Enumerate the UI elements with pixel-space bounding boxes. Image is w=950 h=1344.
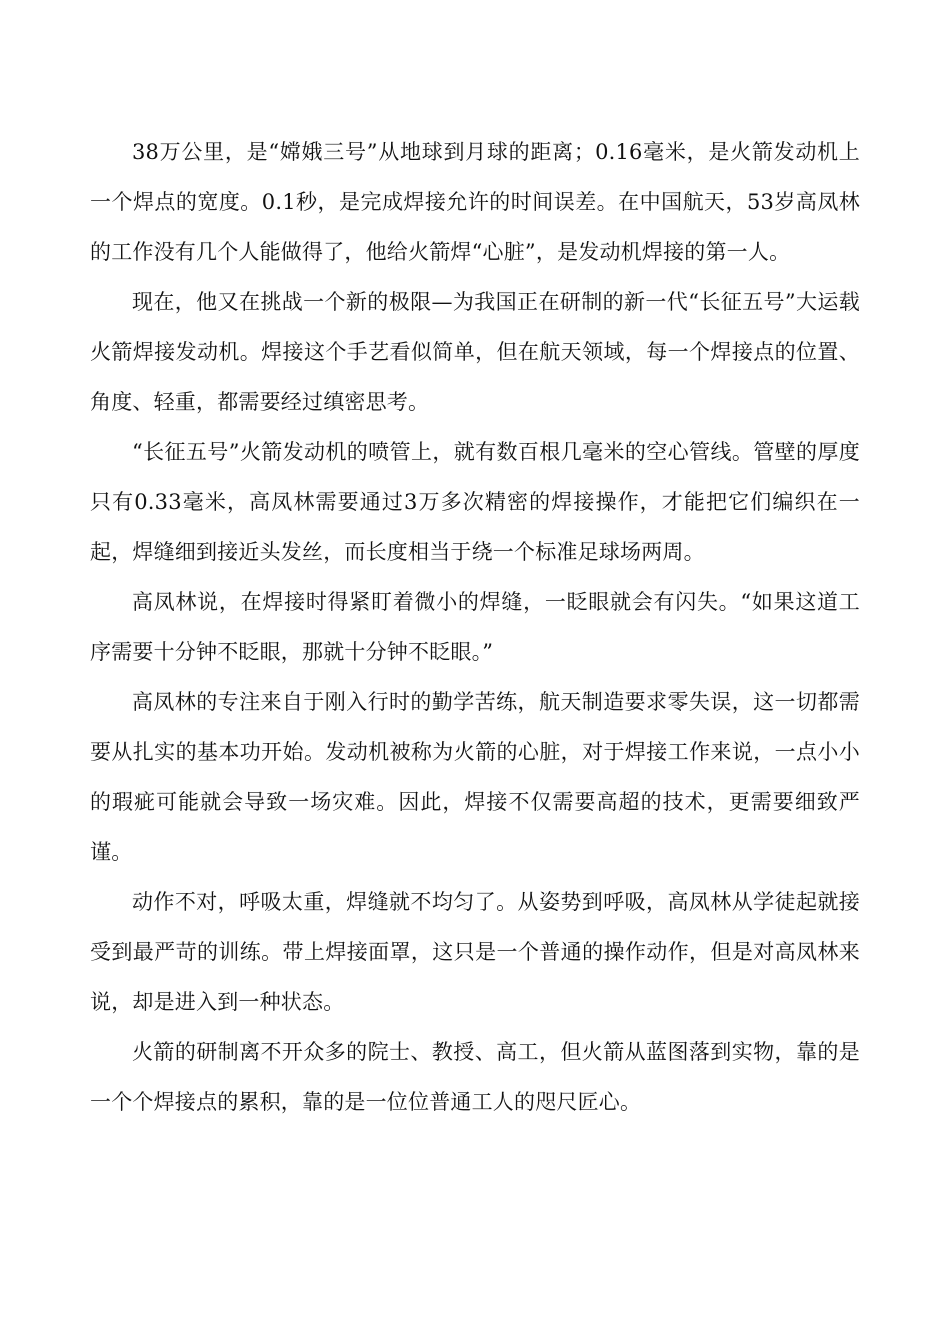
paragraph-5: 高凤林的专注来自于刚入行时的勤学苦练，航天制造要求零失误，这一切都需要从扎实的基本功开始。发动机被称为火箭的心脏，对于焊接工作来说，一点小小的瑕疵可能就会导致一场灾难。因此，焊接不仅需要高超的技术，更需要细致严谨。 <box>90 690 860 864</box>
paragraph-1: 38万公里，是“嫦娥三号”从地球到月球的距离；0.16毫米，是火箭发动机上一个焊点的宽度。0.1秒，是完成焊接允许的时间误差。在中国航天，53岁高凤林的工作没有几个人能做得了，他给火箭焊“心脏”，是发动机焊接的第一人。 <box>90 140 860 264</box>
document-page <box>90 127 860 1127</box>
paragraph-3: “长征五号”火箭发动机的喷管上，就有数百根几毫米的空心管线。管壁的厚度只有0.33毫米，高凤林需要通过3万多次精密的焊接操作，才能把它们编织在一起，焊缝细到接近头发丝，而长度相当于绕一个标准足球场两周。 <box>90 440 860 564</box>
paragraph-2: 现在，他又在挑战一个新的极限—为我国正在研制的新一代“长征五号”大运载火箭焊接发动机。焊接这个手艺看似简单，但在航天领域，每一个焊接点的位置、角度、轻重，都需要经过缜密思考。 <box>90 290 860 414</box>
paragraph-7: 火箭的研制离不开众多的院士、教授、高工，但火箭从蓝图落到实物，靠的是一个个焊接点的累积，靠的是一位位普通工人的咫尺匠心。 <box>90 1040 860 1114</box>
paragraph-6: 动作不对，呼吸太重，焊缝就不均匀了。从姿势到呼吸，高凤林从学徒起就接受到最严苛的训练。带上焊接面罩，这只是一个普通的操作动作，但是对高凤林来说，却是进入到一种状态。 <box>90 890 860 1014</box>
paragraph-4: 高凤林说，在焊接时得紧盯着微小的焊缝，一眨眼就会有闪失。“如果这道工序需要十分钟不眨眼，那就十分钟不眨眼。” <box>90 590 860 664</box>
